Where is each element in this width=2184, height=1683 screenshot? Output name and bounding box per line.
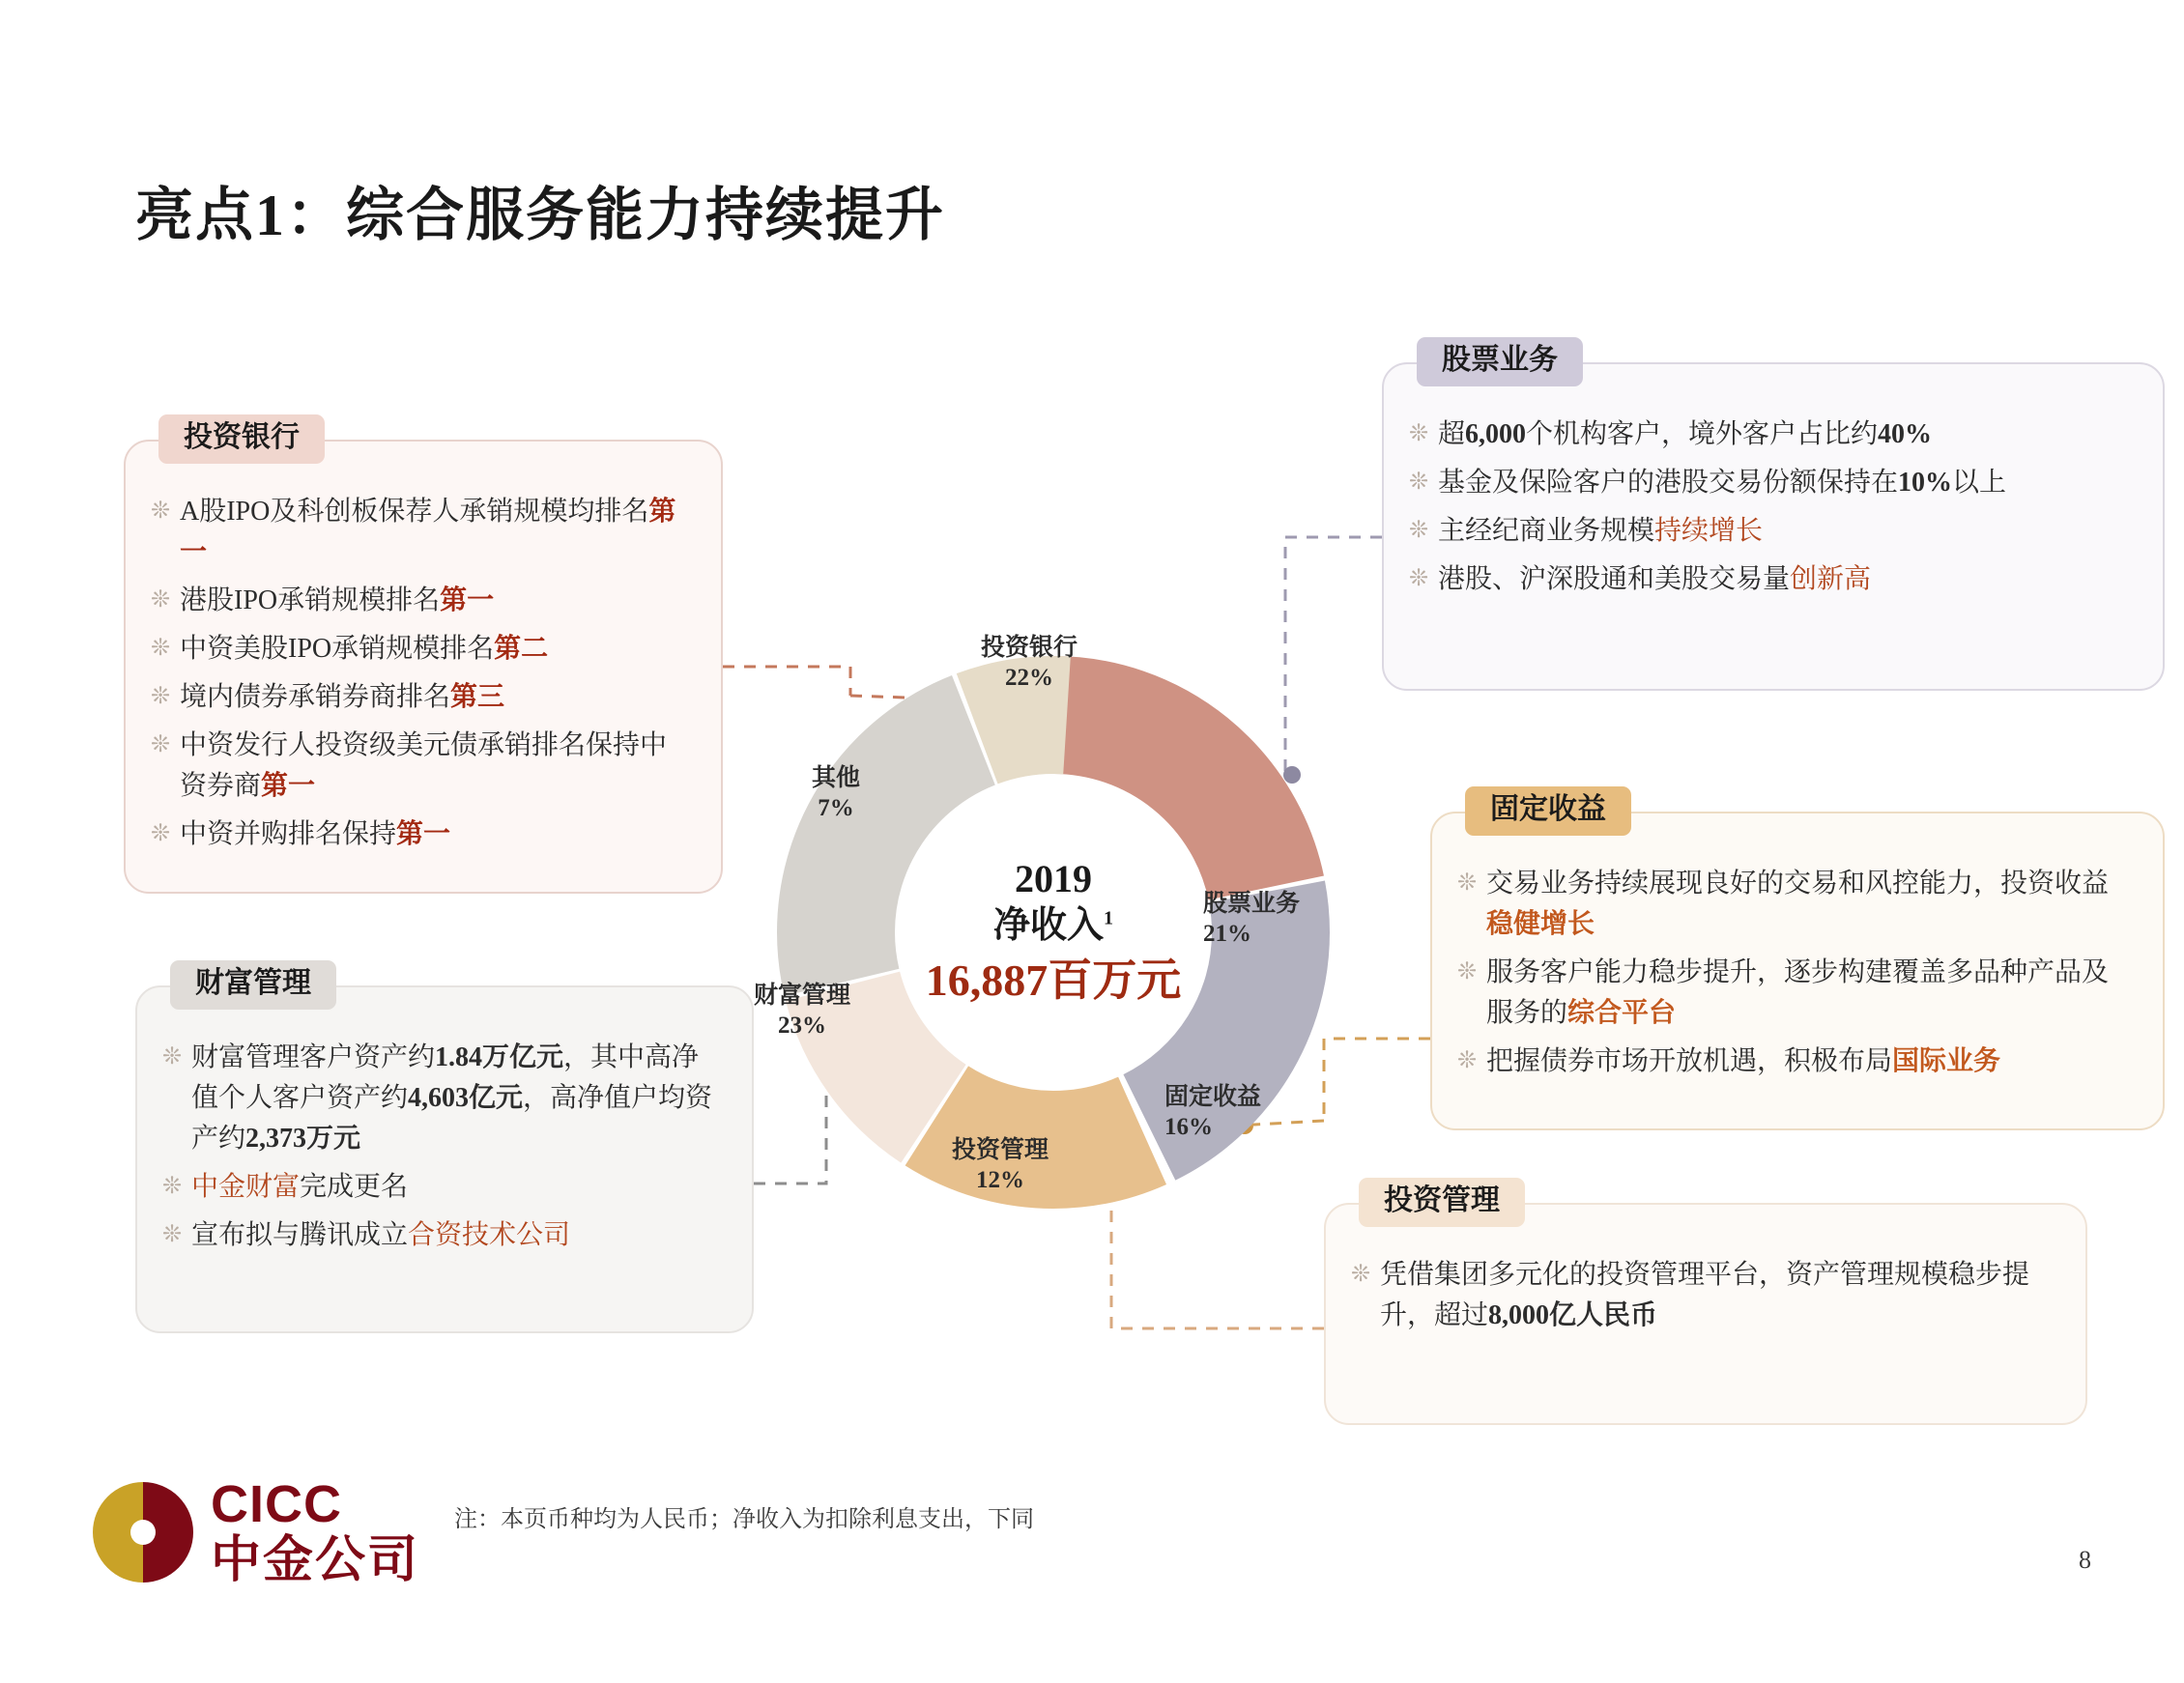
slice-label-wm-name: 财富管理 (753, 983, 850, 1009)
logo-en: CICC (211, 1475, 342, 1533)
list-item (162, 1167, 723, 1208)
slice-label-other-pct: 7% (818, 795, 854, 822)
list-item (1351, 1255, 2056, 1336)
logo-cn: 中金公司 (211, 1533, 420, 1588)
bullet-text: A股IPO及科创板保荐人承销规模均排名第一 (180, 497, 676, 567)
slice-label-investment-banking (942, 633, 1116, 694)
bullet-text: 宣布拟与腾讯成立合资技术公司 (191, 1220, 571, 1250)
bullet-text: 境内债券承销券商排名第三 (180, 682, 505, 712)
list-item (1457, 864, 2134, 945)
cicc-logo (93, 1475, 420, 1588)
card-header-fixed-income: 固定收益 (1465, 786, 1631, 836)
slice-label-wm-pct: 23% (778, 1013, 826, 1040)
bullet-icon: ❊ (151, 821, 171, 846)
cicc-logo-mark-icon (93, 1482, 193, 1583)
bullet-text: 中资并购排名保持第一 (180, 819, 451, 849)
bullet-icon: ❊ (162, 1222, 183, 1247)
slice-label-im-name: 投资管理 (951, 1137, 1049, 1163)
page-number: 8 (2079, 1546, 2091, 1574)
center-value: 16,887百万元 (925, 955, 1182, 1005)
bullet-icon: ❊ (1457, 959, 1478, 984)
slice-label-im-pct: 12% (976, 1167, 1024, 1194)
slice-label-equities (1203, 889, 1358, 950)
bullet-icon: ❊ (1351, 1262, 1371, 1287)
list-item (151, 814, 692, 855)
card-body-investment-banking (126, 442, 721, 888)
bullet-icon: ❊ (151, 587, 171, 613)
slice-label-ib-name: 投资银行 (980, 635, 1078, 661)
card-investment-management (1324, 1184, 2087, 1425)
bullet-icon: ❊ (1457, 870, 1478, 896)
card-body-wealth-management (137, 987, 752, 1289)
bullet-icon: ❊ (162, 1044, 183, 1070)
card-body-fixed-income (1432, 813, 2163, 1115)
card-body-equities (1384, 364, 2163, 633)
slice-label-fi-name: 固定收益 (1164, 1084, 1262, 1110)
center-label-footnote-marker: 1 (1104, 907, 1113, 929)
slice-label-fi-pct: 16% (1164, 1114, 1213, 1141)
bullet-icon: ❊ (1457, 1048, 1478, 1073)
bullet-text: 服务客户能力稳步提升，逐步构建覆盖多品种产品及服务的综合平台 (1486, 957, 2110, 1028)
slice-label-investment-management (913, 1135, 1087, 1196)
card-fixed-income (1430, 793, 2165, 1130)
card-wealth-management (135, 967, 754, 1333)
list-item (151, 677, 692, 718)
card-header-investment-management: 投资管理 (1359, 1178, 1525, 1227)
list-item (1409, 414, 2134, 455)
card-equities (1382, 344, 2165, 691)
bullet-text: 主经纪商业务规模持续增长 (1438, 516, 1764, 546)
list-item (162, 1215, 723, 1256)
bullet-icon: ❊ (151, 684, 171, 709)
bullet-text: 交易业务持续展现良好的交易和风控能力，投资收益稳健增长 (1486, 869, 2110, 939)
list-item (1457, 953, 2134, 1034)
slice-label-others (773, 763, 899, 824)
cicc-logo-text (211, 1475, 420, 1588)
slice-label-fixed-income (1164, 1082, 1319, 1143)
bullet-text: 中资美股IPO承销规模排名第二 (180, 634, 549, 664)
list-item (151, 492, 692, 573)
bullet-text: 超6,000个机构客户，境外客户占比约40% (1438, 419, 1933, 449)
card-investment-banking (124, 421, 723, 894)
slice-label-other-name: 其他 (811, 765, 860, 791)
bullet-text: 把握债券市场开放机遇，积极布局国际业务 (1486, 1046, 2001, 1076)
list-item (162, 1038, 723, 1159)
card-header-wealth-management: 财富管理 (170, 960, 336, 1010)
bullet-text: 财富管理客户资产约1.84万亿元，其中高净值个人客户资产约4,603亿元，高净值户均资产约2,373万元 (191, 1042, 713, 1154)
bullet-text: 基金及保险客户的港股交易份额保持在10%以上 (1438, 468, 2007, 498)
list-item (151, 629, 692, 670)
list-item (1409, 559, 2134, 600)
bullet-text: 港股、沪深股通和美股交易量创新高 (1438, 564, 1872, 594)
bullet-text: 港股IPO承销规模排名第一 (180, 585, 495, 615)
bullet-icon: ❊ (1409, 421, 1429, 446)
list-item (1409, 463, 2134, 503)
bullet-icon: ❊ (151, 732, 171, 757)
bullet-icon: ❊ (1409, 518, 1429, 543)
footnote: 注：本页币种均为人民币；净收入为扣除利息支出，下同 (454, 1507, 1034, 1532)
list-item (151, 726, 692, 807)
list-item (1409, 511, 2134, 552)
revenue-donut-chart (753, 635, 1343, 1222)
bullet-icon: ❊ (1409, 566, 1429, 591)
bullet-icon: ❊ (151, 499, 171, 524)
slice-label-eq-pct: 21% (1203, 921, 1251, 948)
bullet-text: 中金财富完成更名 (191, 1172, 409, 1202)
bullet-icon: ❊ (162, 1174, 183, 1199)
bullet-text: 凭借集团多元化的投资管理平台，资产管理规模稳步提升，超过8,000亿人民币 (1380, 1260, 2030, 1330)
card-header-equities: 股票业务 (1417, 337, 1583, 386)
list-item (1457, 1041, 2134, 1082)
page-title: 亮点1：综合服务能力持续提升 (135, 184, 945, 247)
bullet-icon: ❊ (1409, 470, 1429, 495)
slice-label-eq-name: 股票业务 (1203, 891, 1301, 917)
bullet-icon: ❊ (151, 636, 171, 661)
center-year: 2019 (1015, 857, 1092, 901)
center-label-text: 净收入 (992, 905, 1104, 947)
card-header-investment-banking: 投资银行 (158, 414, 325, 464)
bullet-text: 中资发行人投资级美元债承销排名保持中资券商第一 (180, 730, 668, 801)
list-item (151, 581, 692, 621)
slice-label-ib-pct: 22% (1005, 665, 1053, 692)
card-body-investment-management (1326, 1205, 2085, 1369)
